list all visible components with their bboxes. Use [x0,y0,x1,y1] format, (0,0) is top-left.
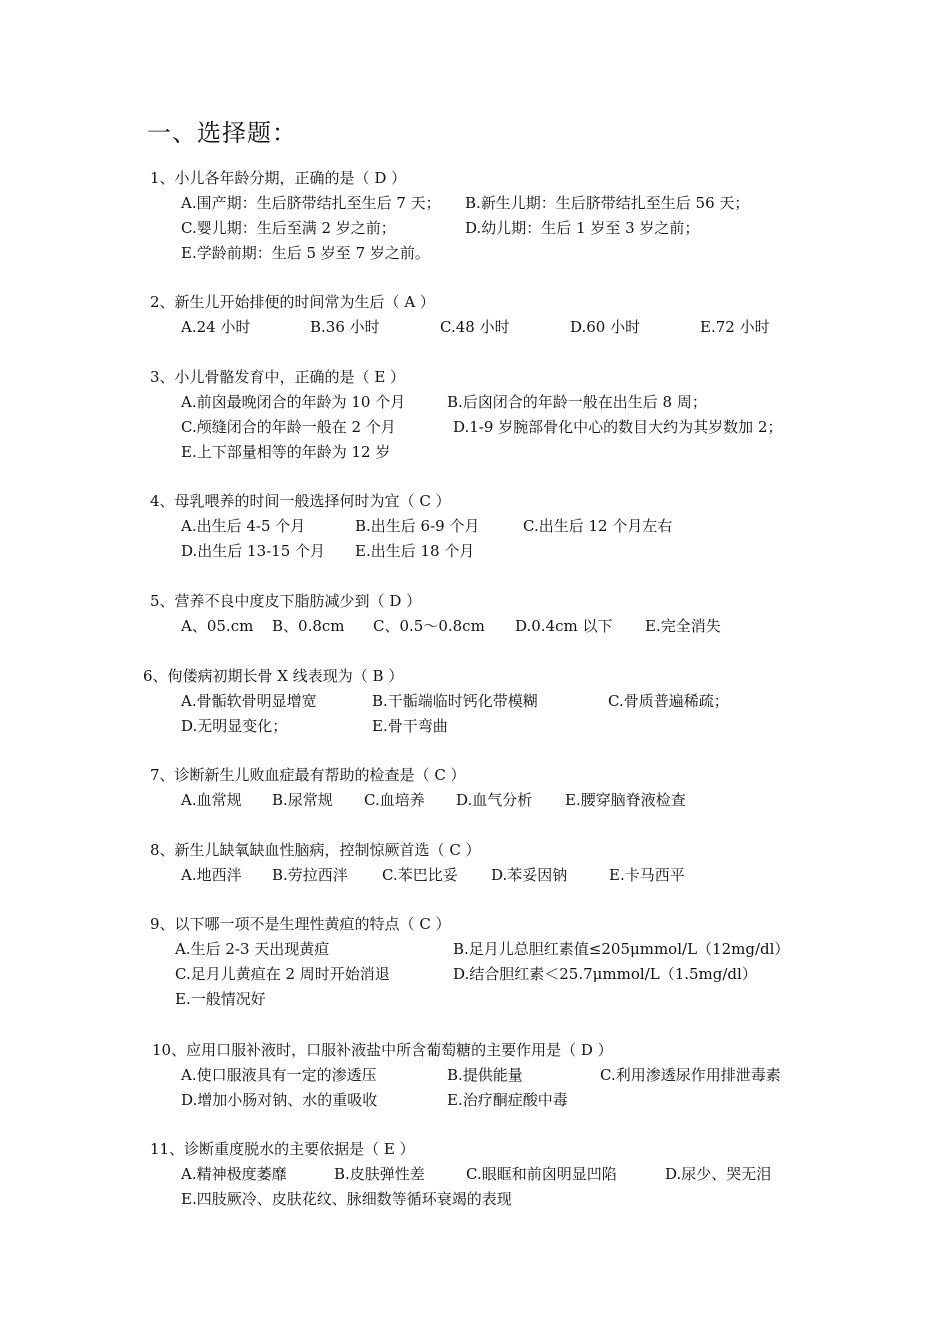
option-b: B.36 小时 [310,318,380,336]
option-b: B.后囟闭合的年龄一般在出生后 8 周； [447,393,707,411]
option-c: C.眼眶和前囟明显凹陷 [466,1165,617,1183]
question-stem: 2、新生儿开始排便的时间常为生后（ A ） [150,293,435,311]
question-stem: 1、小儿各年龄分期，正确的是（ D ） [150,169,407,187]
option-b: B.干骺端临时钙化带模糊 [372,692,538,710]
section-title: 一、选择题： [147,119,297,147]
question-stem: 6、佝偻病初期长骨 X 线表现为（ B ） [143,667,404,685]
question-stem: 8、新生儿缺氧缺血性脑病，控制惊厥首选（ C ） [150,841,481,859]
option-c: C.血培养 [364,791,425,809]
option-a: A.前囟最晚闭合的年龄为 10 个月 [181,393,406,411]
option-a: A.地西泮 [181,866,242,884]
option-b: B.新生儿期：生后脐带结扎至生后 56 天； [465,194,750,212]
question-stem: 10、应用口服补液时，口服补液盐中所含葡萄糖的主要作用是（ D ） [152,1041,613,1059]
option-c: C.足月儿黄疸在 2 周时开始消退 [175,965,390,983]
option-b: B.劳拉西泮 [272,866,348,884]
option-b: B、0.8cm [272,617,345,635]
option-e: E.治疗酮症酸中毒 [447,1091,568,1109]
option-c: C.出生后 12 个月左右 [523,517,673,535]
question-stem: 3、小儿骨骼发育中，正确的是（ E ） [150,368,406,386]
option-d: D.出生后 13-15 个月 [181,542,326,560]
option-a: A.出生后 4-5 个月 [181,517,306,535]
option-a: A.24 小时 [181,318,251,336]
option-c: C.利用渗透尿作用排泄毒素 [600,1066,781,1084]
option-c: C、0.5～0.8cm [373,617,485,635]
option-a: A.精神极度萎靡 [181,1165,287,1183]
option-c: C.骨质普遍稀疏； [608,692,729,710]
option-e: E.学龄前期：生后 5 岁至 7 岁之前。 [181,244,430,262]
option-e: E.出生后 18 个月 [355,542,475,560]
option-b: B.尿常规 [272,791,333,809]
option-e: E.卡马西平 [609,866,685,884]
option-b: B.出生后 6-9 个月 [355,517,480,535]
option-b: B.皮肤弹性差 [334,1165,425,1183]
question-stem: 7、诊断新生儿败血症最有帮助的检查是（ C ） [150,766,466,784]
option-a: A.生后 2-3 天出现黄疸 [175,940,330,958]
question-stem: 11、诊断重度脱水的主要依据是（ E ） [150,1140,415,1158]
option-d: D.0.4cm 以下 [515,617,613,635]
question-stem: 9、以下哪一项不是生理性黄疸的特点（ C ） [150,915,451,933]
question-stem: 5、营养不良中度皮下脂肪减少到（ D ） [150,592,422,610]
option-a: A、05.cm [181,617,254,635]
option-d: D.幼儿期：生后 1 岁至 3 岁之前； [465,219,700,237]
option-e: E.腰穿脑脊液检查 [565,791,686,809]
option-a: A.使口服液具有一定的渗透压 [181,1066,377,1084]
option-a: A.血常规 [181,791,242,809]
option-d: D.尿少、哭无泪 [665,1165,772,1183]
option-d: D.无明显变化； [181,717,288,735]
option-d: D.结合胆红素＜25.7μmmol/L（1.5mg/dl） [453,965,757,983]
option-c: C.颅缝闭合的年龄一般在 2 个月 [181,418,396,436]
option-e: E.四肢厥冷、皮肤花纹、脉细数等循环衰竭的表现 [181,1190,512,1208]
option-d: D.增加小肠对钠、水的重吸收 [181,1091,378,1109]
option-e: E.骨干弯曲 [372,717,448,735]
question-stem: 4、母乳喂养的时间一般选择何时为宜（ C ） [150,492,451,510]
option-a: A.围产期：生后脐带结扎至生后 7 天； [181,194,441,212]
option-b: B.足月儿总胆红素值≤205μmmol/L（12mg/dl） [453,940,790,958]
option-e: E.72 小时 [700,318,770,336]
option-d: D.苯妥因钠 [491,866,568,884]
option-e: E.完全消失 [645,617,721,635]
option-c: C.苯巴比妥 [382,866,458,884]
option-e: E.上下部量相等的年龄为 12 岁 [181,443,391,461]
option-c: C.婴儿期：生后至满 2 岁之前； [181,219,396,237]
option-d: D.60 小时 [570,318,641,336]
option-d: D.血气分析 [456,791,533,809]
option-c: C.48 小时 [440,318,510,336]
option-d: D.1-9 岁腕部骨化中心的数目大约为其岁数加 2； [453,418,783,436]
option-e: E.一般情况好 [175,990,266,1008]
option-a: A.骨骺软骨明显增宽 [181,692,317,710]
option-b: B.提供能量 [447,1066,523,1084]
